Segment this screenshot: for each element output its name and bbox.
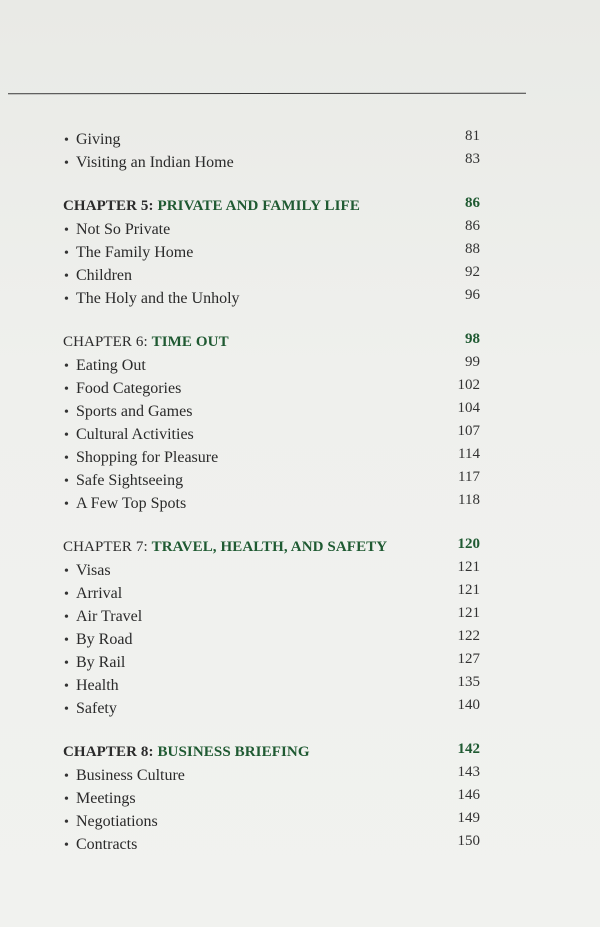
toc-entry-label [64,446,218,470]
bullet-icon: • [64,269,69,284]
chapter-page-number: 98 [465,331,480,347]
chapter-label [63,741,310,764]
toc-entry-page-number: 140 [457,697,480,713]
chapter-label [63,536,387,559]
chapter-page-number: 142 [457,741,480,757]
toc-entry-label [64,241,193,265]
toc-entry-page-number: 146 [457,787,480,803]
chapter-number: CHAPTER 6: [63,334,148,350]
toc-entry-label [64,218,170,242]
bullet-icon: • [64,405,69,420]
bullet-icon: • [64,587,69,602]
toc-entry-page-number: 102 [457,377,480,393]
toc-entry-text: Safety [76,700,117,717]
bullet-icon: • [64,428,69,443]
toc-section [63,741,483,856]
toc-entry-page-number: 83 [465,151,480,167]
toc-entry-text: Health [76,677,119,694]
toc-entry-text: Safe Sightseeing [76,472,184,489]
bullet-icon: • [64,292,69,307]
chapter-heading[interactable] [63,195,483,218]
bullet-icon: • [64,702,69,717]
toc-entry-page-number: 118 [458,492,480,508]
toc-entry-text: Negotiations [76,813,158,830]
toc-entry-label [64,559,111,583]
toc-entry[interactable] [63,697,483,720]
toc-entry-page-number: 121 [457,582,480,598]
toc-entry-label [64,377,181,401]
toc-entry-page-number: 96 [465,287,480,303]
toc-entry[interactable] [63,469,483,492]
toc-entry-page-number: 88 [465,241,480,257]
bullet-icon: • [64,633,69,648]
toc-section [63,128,483,174]
chapter-label [63,195,360,218]
toc-entry[interactable] [63,810,483,833]
toc-entry-text: The Holy and the Unholy [76,290,240,307]
toc-entry-label [64,469,183,493]
toc-entry[interactable] [63,674,483,697]
toc-entry-text: Children [76,267,132,284]
toc-entry-page-number: 99 [465,354,480,370]
toc-entry-text: Shopping for Pleasure [76,449,219,466]
toc-entry[interactable] [63,400,483,423]
toc-entry-label [64,151,234,175]
toc-entry-page-number: 143 [457,764,480,780]
toc-entry-page-number: 104 [457,400,480,416]
table-of-contents [63,128,483,877]
top-divider [8,93,526,95]
bullet-icon: • [64,156,69,171]
chapter-title: BUSINESS BRIEFING [157,744,310,760]
toc-entry-text: Meetings [76,790,136,807]
toc-entry[interactable] [63,833,483,856]
chapter-title: PRIVATE AND FAMILY LIFE [157,198,360,214]
toc-entry-label [64,287,240,311]
bullet-icon: • [64,792,69,807]
bullet-icon: • [64,610,69,625]
bullet-icon: • [64,451,69,466]
bullet-icon: • [64,679,69,694]
toc-entry-text: By Rail [76,654,126,671]
toc-entry-label [64,764,185,788]
toc-entry-text: The Family Home [76,244,194,261]
chapter-heading[interactable] [63,536,483,559]
bullet-icon: • [64,223,69,238]
toc-entry[interactable] [63,605,483,628]
toc-entry[interactable] [63,128,483,151]
toc-entry-label [64,264,132,288]
bullet-icon: • [64,815,69,830]
toc-entry-label [64,628,132,652]
toc-entry-text: By Road [76,631,133,648]
toc-entry-label [64,674,119,698]
toc-entry-page-number: 122 [457,628,480,644]
toc-entry-page-number: 121 [457,605,480,621]
toc-section [63,331,483,515]
bullet-icon: • [64,359,69,374]
chapter-number: CHAPTER 7: [63,539,148,555]
bullet-icon: • [64,474,69,489]
chapter-title: TRAVEL, HEALTH, AND SAFETY [151,539,388,555]
toc-entry[interactable] [63,446,483,469]
toc-entry[interactable] [63,241,483,264]
toc-entry-text: A Few Top Spots [76,495,187,512]
toc-entry-text: Contracts [76,836,138,853]
chapter-label [63,331,229,354]
toc-entry-page-number: 86 [465,218,480,234]
toc-entry-page-number: 135 [457,674,480,690]
toc-entry[interactable] [63,264,483,287]
toc-entry[interactable] [63,651,483,674]
toc-entry[interactable] [63,492,483,515]
toc-entry-text: Visas [76,562,111,579]
toc-entry-text: Food Categories [76,380,182,397]
toc-entry[interactable] [63,423,483,446]
bullet-icon: • [64,382,69,397]
toc-entry-label [64,697,117,721]
toc-entry[interactable] [63,287,483,310]
bullet-icon: • [64,564,69,579]
toc-entry[interactable] [63,787,483,810]
toc-entry-page-number: 81 [465,128,480,144]
toc-entry-text: Business Culture [76,767,185,784]
toc-entry-text: Sports and Games [76,403,193,420]
toc-entry[interactable] [63,559,483,582]
toc-entry-text: Eating Out [76,357,146,374]
toc-entry-text: Giving [76,131,121,148]
chapter-heading[interactable] [63,741,483,764]
toc-entry-label [64,354,146,378]
toc-entry-text: Air Travel [76,608,143,625]
toc-entry-page-number: 127 [457,651,480,667]
toc-entry-page-number: 121 [457,559,480,575]
chapter-page-number: 86 [465,195,480,211]
toc-entry-label [64,810,158,834]
toc-entry-page-number: 92 [465,264,480,280]
toc-entry-label [64,605,142,629]
bullet-icon: • [64,769,69,784]
toc-entry[interactable] [63,354,483,377]
chapter-page-number: 120 [457,536,480,552]
toc-entry[interactable] [63,377,483,400]
toc-entry-label [64,833,137,857]
toc-entry-text: Visiting an Indian Home [76,154,234,171]
toc-entry-label [64,423,194,447]
toc-entry-page-number: 114 [458,446,480,462]
toc-entry-page-number: 117 [458,469,480,485]
toc-entry-page-number: 150 [457,833,480,849]
toc-entry[interactable] [63,764,483,787]
bullet-icon: • [64,656,69,671]
toc-entry-label [64,128,120,152]
toc-section [63,536,483,720]
chapter-number: CHAPTER 5: [63,198,154,214]
toc-entry-label [64,400,192,424]
toc-entry[interactable] [63,582,483,605]
chapter-number: CHAPTER 8: [63,744,154,760]
toc-entry-text: Cultural Activities [76,426,194,443]
toc-entry[interactable] [63,628,483,651]
toc-entry-text: Not So Private [76,221,171,238]
bullet-icon: • [64,838,69,853]
toc-entry-label [64,582,122,606]
toc-entry[interactable] [63,218,483,241]
toc-entry-page-number: 107 [457,423,480,439]
chapter-title: TIME OUT [151,334,229,350]
bullet-icon: • [64,246,69,261]
toc-entry[interactable] [63,151,483,174]
toc-entry-text: Arrival [76,585,123,602]
chapter-heading[interactable] [63,331,483,354]
toc-entry-label [64,651,125,675]
toc-entry-label [64,492,186,516]
toc-entry-label [64,787,136,811]
toc-entry-page-number: 149 [457,810,480,826]
bullet-icon: • [64,133,69,148]
bullet-icon: • [64,497,69,512]
toc-section [63,195,483,310]
